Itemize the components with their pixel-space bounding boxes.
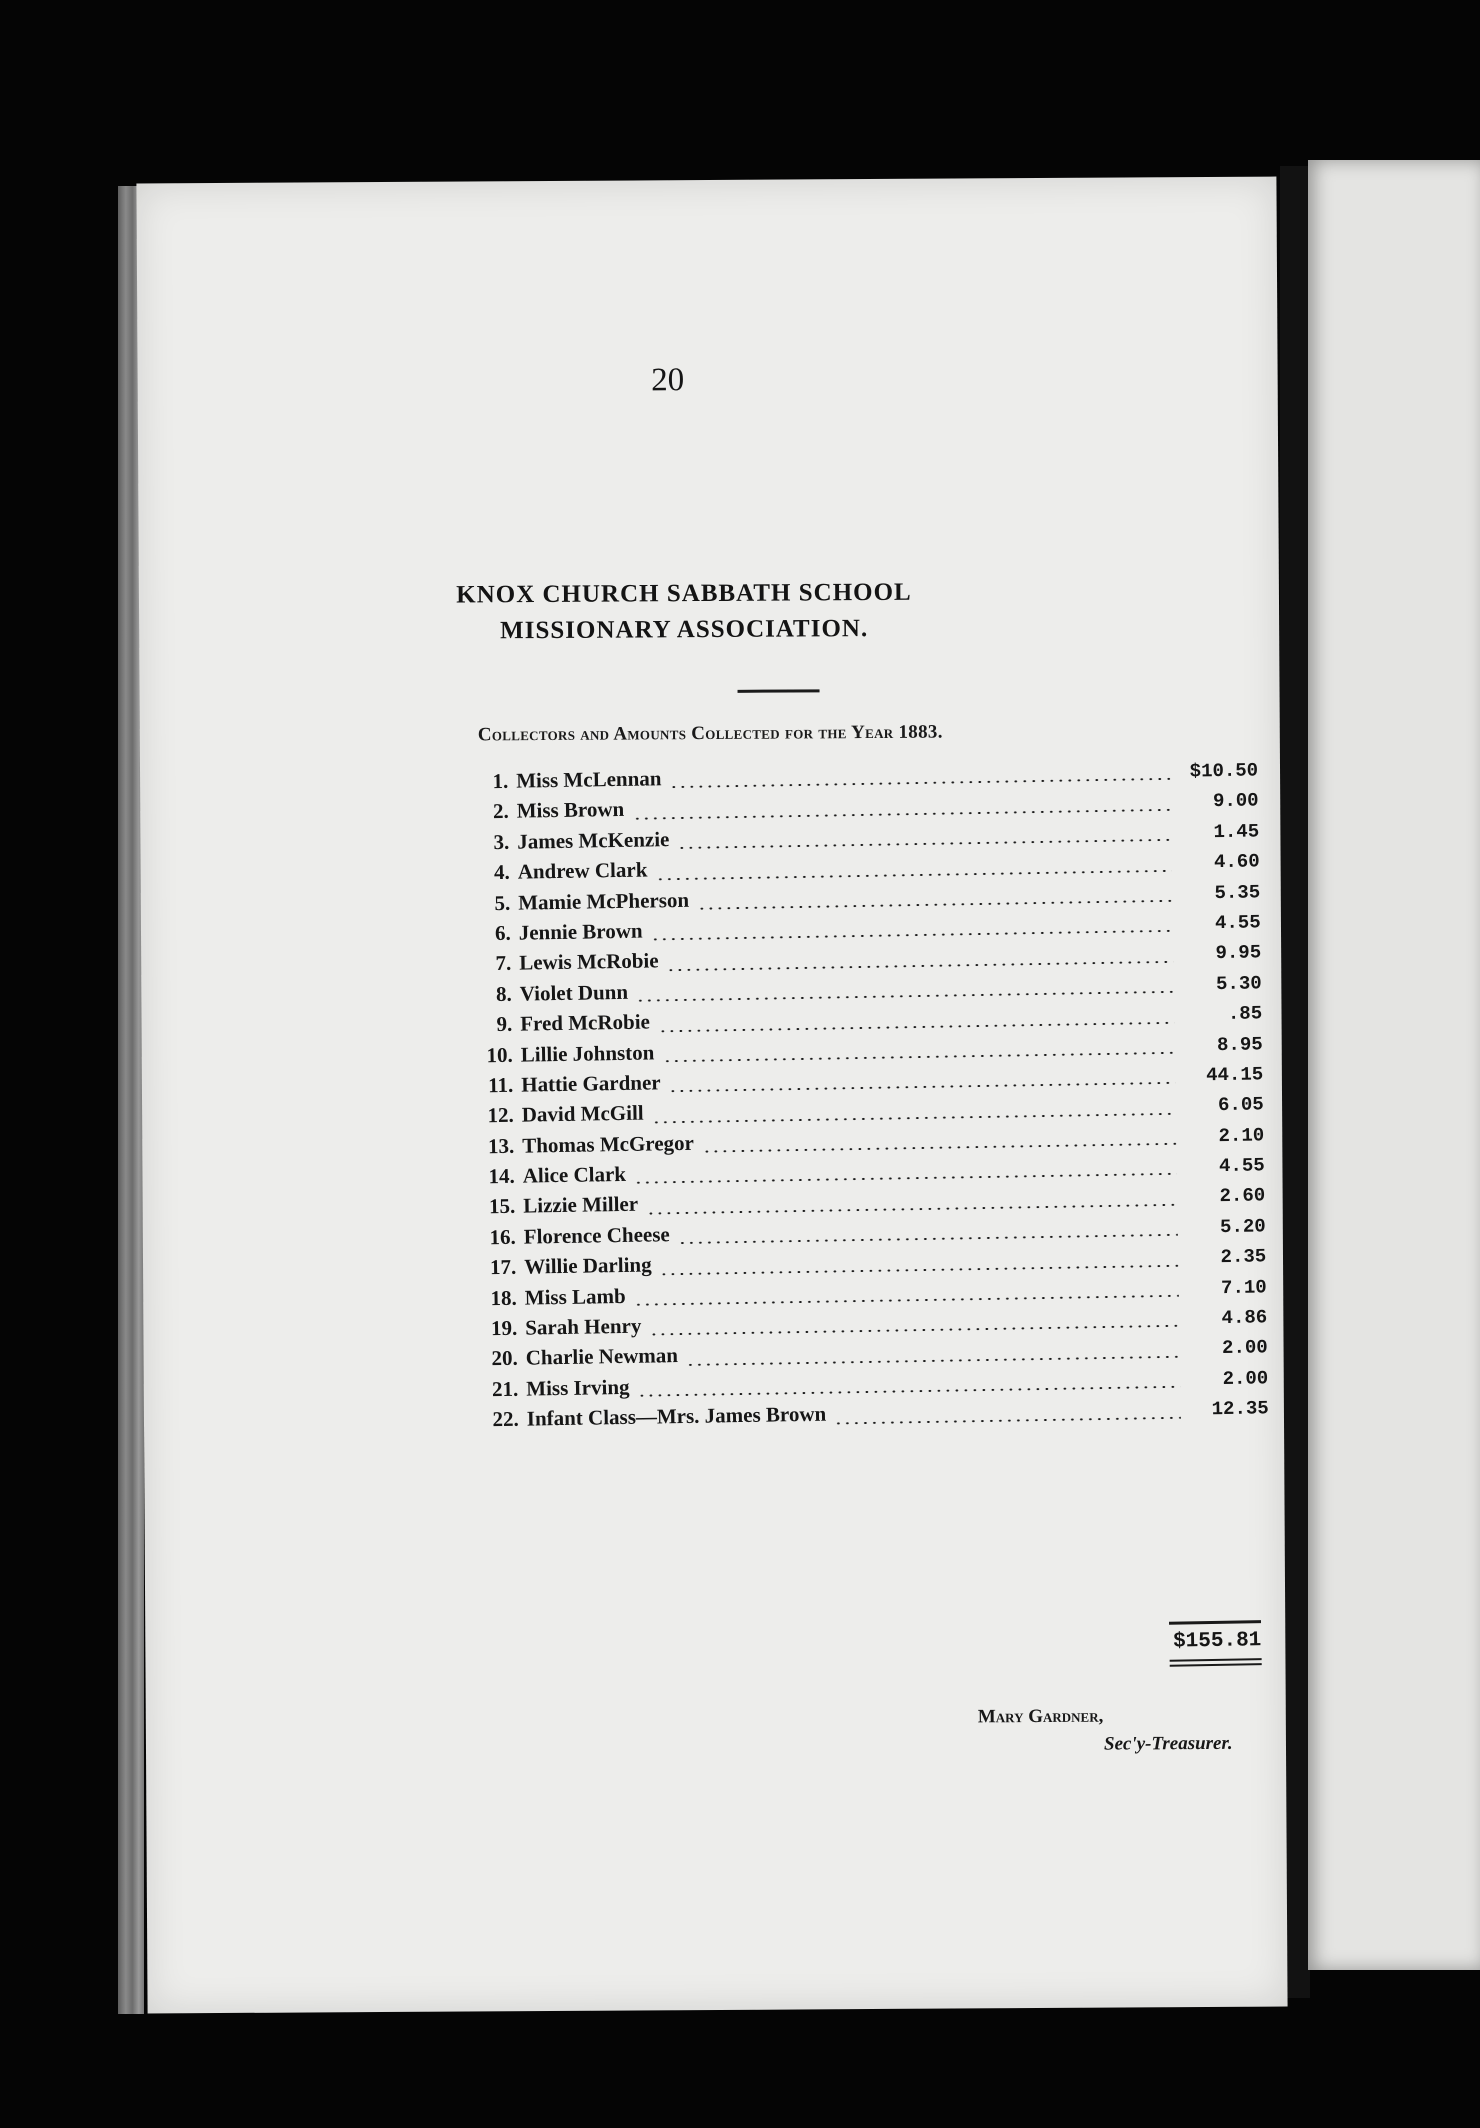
collector-amount: 4.55: [1218, 1154, 1265, 1178]
collector-name: Sarah Henry: [525, 1313, 642, 1340]
collector-number: 14.: [488, 1163, 515, 1189]
dot-leader: [634, 1173, 1177, 1184]
dot-leader: [667, 961, 1174, 971]
dot-leader: [646, 1204, 1177, 1215]
collector-name: Hattie Gardner: [521, 1070, 661, 1097]
dot-leader: [656, 869, 1172, 880]
signature-title: Sec'y-Treasurer.: [1103, 1732, 1233, 1755]
page-number: 20: [651, 362, 685, 399]
collector-amount: 2.00: [1222, 1367, 1269, 1390]
collector-amount: 2.35: [1220, 1245, 1267, 1269]
collector-amount: 2.10: [1218, 1124, 1265, 1147]
collector-name: Miss Irving: [526, 1374, 630, 1401]
collector-number: 15.: [488, 1194, 516, 1219]
collector-amount: 4.55: [1214, 911, 1261, 935]
collector-name: Alice Clark: [522, 1162, 627, 1188]
collector-amount: 4.60: [1213, 850, 1260, 874]
collector-amount: 1.45: [1213, 820, 1260, 843]
dot-leader: [686, 1356, 1180, 1366]
subheading: Collectors and Amounts Collected for the Year 1883.: [477, 721, 943, 746]
collector-amount: 5.35: [1214, 880, 1261, 904]
dot-leader: [670, 778, 1171, 788]
collector-name: Miss Brown: [516, 797, 625, 824]
collector-amount: 5.30: [1215, 972, 1262, 995]
dot-leader: [634, 1295, 1179, 1306]
heading-line-2: MISSIONARY ASSOCIATION.: [500, 615, 869, 645]
collector-number: 17.: [489, 1255, 517, 1280]
collector-name: Lillie Johnston: [520, 1039, 655, 1067]
total-rule-top: [1169, 1620, 1261, 1625]
collector-name: Thomas McGregor: [522, 1130, 695, 1158]
collector-name: Infant Class—Mrs. James Brown: [526, 1401, 827, 1431]
collector-amount: 2.00: [1221, 1336, 1268, 1360]
dot-leader: [662, 1052, 1174, 1062]
collector-number: 2.: [492, 799, 509, 824]
collector-name: Lewis McRobie: [519, 948, 659, 976]
total-double-rule: [1170, 1658, 1262, 1662]
collector-number: 9.: [496, 1011, 513, 1037]
collector-number: 16.: [489, 1224, 516, 1250]
dot-leader: [834, 1416, 1181, 1424]
collector-list: [468, 756, 1269, 1438]
collector-number: 3.: [493, 829, 510, 854]
facing-page: [1308, 160, 1480, 1970]
dot-leader: [678, 839, 1172, 849]
collector-amount: 7.10: [1220, 1275, 1267, 1299]
dot-leader: [652, 1112, 1176, 1123]
collector-number: 12.: [487, 1103, 514, 1128]
collector-number: 4.: [493, 859, 510, 885]
total-block: [1169, 1620, 1262, 1667]
total-amount: $155.81: [1172, 1629, 1262, 1654]
dot-leader: [702, 1143, 1176, 1153]
collector-amount: 6.05: [1217, 1093, 1264, 1117]
collector-number: 20.: [491, 1346, 518, 1371]
signature-name: Mary Gardner,: [977, 1705, 1104, 1728]
heading-divider: [738, 689, 820, 693]
collector-number: 6.: [494, 920, 511, 946]
collector-number: 21.: [491, 1376, 519, 1401]
total-double-rule: [1170, 1663, 1262, 1667]
collector-amount: 9.95: [1215, 941, 1262, 965]
dot-leader: [678, 1234, 1178, 1244]
collector-name: James McKenzie: [517, 826, 670, 854]
dot-leader: [636, 991, 1174, 1002]
collector-amount: 44.15: [1205, 1063, 1264, 1087]
dot-leader: [697, 900, 1172, 910]
collector-amount: 9.00: [1212, 789, 1259, 813]
collector-number: 18.: [490, 1285, 517, 1310]
heading-line-1: KNOX CHURCH SABBATH SCHOOL: [456, 578, 912, 609]
collector-number: 11.: [487, 1072, 514, 1098]
dot-leader: [669, 1082, 1176, 1092]
collector-name: Miss McLennan: [516, 766, 662, 793]
collector-amount: 5.20: [1219, 1215, 1266, 1238]
collector-name: Miss Lamb: [524, 1283, 626, 1310]
collector-number: 13.: [487, 1133, 515, 1158]
collector-number: 8.: [495, 981, 512, 1006]
collector-name: David McGill: [521, 1100, 644, 1127]
collector-name: Lizzie Miller: [523, 1192, 639, 1219]
collector-amount: 12.35: [1211, 1397, 1269, 1421]
collector-number: 7.: [495, 951, 512, 976]
collector-amount: $10.50: [1189, 759, 1259, 783]
collector-number: 1.: [492, 768, 509, 794]
collector-number: 19.: [490, 1315, 518, 1341]
collector-name: Charlie Newman: [525, 1343, 679, 1371]
collector-amount: 8.95: [1216, 1032, 1263, 1056]
dot-leader: [632, 809, 1170, 820]
dot-leader: [660, 1264, 1179, 1275]
collector-name: Florence Cheese: [523, 1222, 670, 1249]
collector-amount: 4.86: [1221, 1306, 1268, 1330]
collector-name: Andrew Clark: [517, 857, 648, 884]
dot-leader: [651, 930, 1173, 941]
collector-number: 5.: [494, 890, 511, 915]
dot-leader: [649, 1325, 1179, 1336]
collector-name: Violet Dunn: [519, 979, 629, 1006]
collector-amount: 2.60: [1219, 1184, 1266, 1208]
collector-number: 22.: [492, 1406, 519, 1432]
collector-amount: .85: [1227, 1002, 1263, 1026]
dot-leader: [658, 1021, 1174, 1032]
collector-name: Willie Darling: [524, 1252, 652, 1279]
document-page: [136, 177, 1287, 2014]
dot-leader: [638, 1386, 1181, 1397]
collector-name: Fred McRobie: [520, 1009, 651, 1036]
collector-name: Mamie McPherson: [518, 887, 690, 915]
collector-name: Jennie Brown: [518, 918, 643, 945]
collector-number: 10.: [486, 1042, 513, 1067]
